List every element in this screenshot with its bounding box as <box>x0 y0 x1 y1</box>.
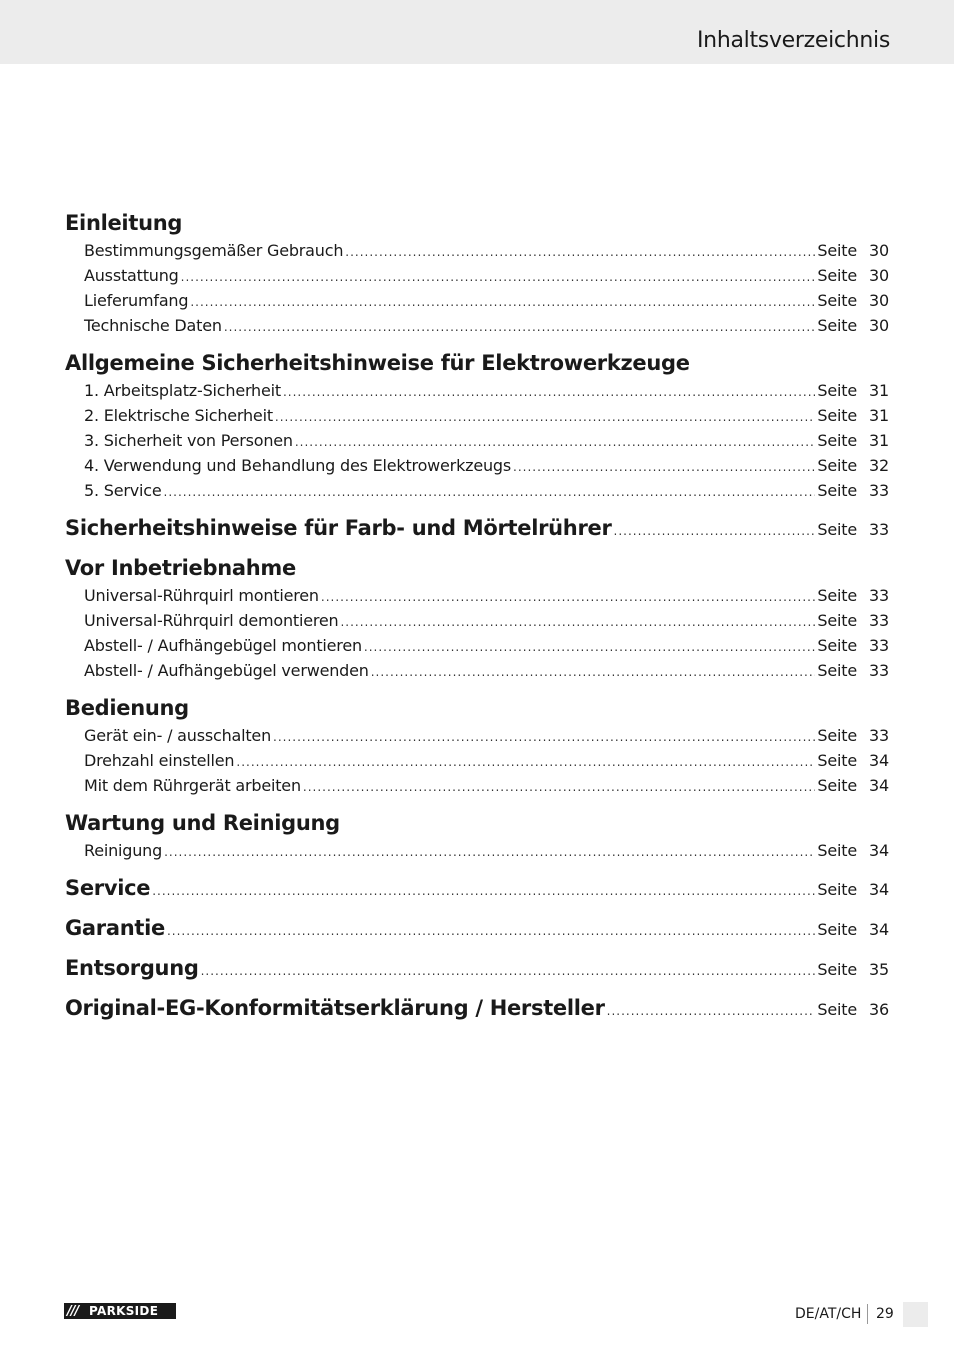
dot-leader <box>340 610 815 635</box>
dot-leader <box>236 750 815 775</box>
toc-entry[interactable] <box>65 428 889 453</box>
toc-section <box>65 348 889 503</box>
toc-entry[interactable] <box>65 288 889 313</box>
dot-leader <box>201 956 816 986</box>
dot-leader <box>181 265 816 290</box>
toc-page-number: 36 <box>869 1000 889 1019</box>
page-number: 29 <box>876 1306 894 1322</box>
toc-entry[interactable] <box>65 773 889 798</box>
footer <box>0 1298 954 1338</box>
toc-entry-label: Lieferumfang <box>84 291 189 310</box>
toc-section <box>65 873 889 903</box>
toc-entry-label: Reinigung <box>84 841 163 860</box>
footer-divider <box>867 1304 868 1324</box>
toc-entry-label: Abstell- / Aufhängebügel verwenden <box>84 661 369 680</box>
toc-entry-label: Universal-Rührquirl montieren <box>84 586 319 605</box>
toc-page-number: 30 <box>869 316 889 335</box>
dot-leader <box>164 480 816 505</box>
toc-page-number: 35 <box>869 960 889 979</box>
toc-entry[interactable] <box>65 478 889 503</box>
dot-leader <box>364 635 816 660</box>
dot-leader <box>371 660 816 685</box>
seite-label: Seite <box>817 611 857 630</box>
toc-section-entry[interactable] <box>65 873 889 903</box>
toc-entry[interactable] <box>65 838 889 863</box>
seite-label: Seite <box>817 456 857 475</box>
toc-page-number: 34 <box>869 776 889 795</box>
toc-entry-label: Technische Daten <box>84 316 222 335</box>
toc-page-number: 31 <box>869 406 889 425</box>
toc-entry[interactable] <box>65 633 889 658</box>
toc-section <box>65 513 889 543</box>
footer-box <box>903 1302 928 1327</box>
toc-entry-label: Service <box>65 876 151 900</box>
toc-entry-label: 3. Sicherheit von Personen <box>84 431 293 450</box>
toc-section-title[interactable]: Wartung und Reinigung <box>65 811 340 835</box>
toc-page-number: 31 <box>869 381 889 400</box>
toc-section-title[interactable]: Bedienung <box>65 696 189 720</box>
dot-leader <box>303 775 816 800</box>
toc-page-number: 30 <box>869 291 889 310</box>
dot-leader <box>167 916 815 946</box>
toc-entry[interactable] <box>65 403 889 428</box>
toc-section <box>65 913 889 943</box>
seite-label: Seite <box>817 316 857 335</box>
parkside-logo <box>64 1303 176 1319</box>
toc-page-number: 34 <box>869 751 889 770</box>
dot-leader <box>190 290 815 315</box>
toc-entry-label: Original-EG-Konformitätserklärung / Hersteller <box>65 996 605 1020</box>
dot-leader <box>295 430 816 455</box>
toc-page-number: 32 <box>869 456 889 475</box>
toc-page-number: 33 <box>869 661 889 680</box>
seite-label: Seite <box>817 481 857 500</box>
seite-label: Seite <box>817 586 857 605</box>
toc-entry-label: Ausstattung <box>84 266 179 285</box>
toc-entry-label: 2. Elektrische Sicherheit <box>84 406 273 425</box>
toc-entry-label: Entsorgung <box>65 956 199 980</box>
toc-page-number: 33 <box>869 481 889 500</box>
toc-entry-label: Gerät ein- / ausschalten <box>84 726 272 745</box>
toc-entry-label: Mit dem Rührgerät arbeiten <box>84 776 301 795</box>
toc-entry-label: 5. Service <box>84 481 162 500</box>
seite-label: Seite <box>817 381 857 400</box>
seite-label: Seite <box>817 841 857 860</box>
table-of-contents <box>65 208 889 1033</box>
toc-entry-label: Sicherheitshinweise für Farb- und Mörtelrührer <box>65 516 612 540</box>
toc-page-number: 33 <box>869 520 889 539</box>
dot-leader <box>152 876 815 906</box>
toc-entry-label: Garantie <box>65 916 165 940</box>
toc-page-number: 33 <box>869 726 889 745</box>
toc-section-entry[interactable] <box>65 953 889 983</box>
seite-label: Seite <box>817 241 857 260</box>
toc-entry[interactable] <box>65 658 889 683</box>
toc-entry-label: 1. Arbeitsplatz-Sicherheit <box>84 381 281 400</box>
toc-page-number: 34 <box>869 841 889 860</box>
toc-entry[interactable] <box>65 723 889 748</box>
seite-label: Seite <box>817 751 857 770</box>
toc-section-entry[interactable] <box>65 993 889 1023</box>
toc-entry-label: Abstell- / Aufhängebügel montieren <box>84 636 362 655</box>
toc-entry[interactable] <box>65 748 889 773</box>
dot-leader <box>273 725 815 750</box>
page-title: Inhaltsverzeichnis <box>696 28 890 53</box>
toc-section-title[interactable]: Einleitung <box>65 211 183 235</box>
seite-label: Seite <box>817 266 857 285</box>
dot-leader <box>275 405 816 430</box>
seite-label: Seite <box>817 406 857 425</box>
dot-leader <box>607 996 816 1026</box>
toc-section <box>65 953 889 983</box>
dot-leader <box>345 240 815 265</box>
seite-label: Seite <box>817 960 857 979</box>
toc-entry[interactable] <box>65 263 889 288</box>
seite-label: Seite <box>817 920 857 939</box>
dot-leader <box>321 585 816 610</box>
dot-leader <box>283 380 815 405</box>
toc-page-number: 31 <box>869 431 889 450</box>
country-code: DE/AT/CH <box>795 1306 862 1322</box>
toc-entry[interactable] <box>65 378 889 403</box>
toc-section <box>65 553 889 683</box>
toc-page-number: 33 <box>869 611 889 630</box>
toc-entry[interactable] <box>65 608 889 633</box>
toc-entry[interactable] <box>65 313 889 338</box>
seite-label: Seite <box>817 661 857 680</box>
seite-label: Seite <box>817 431 857 450</box>
toc-entry-label: Drehzahl einstellen <box>84 751 235 770</box>
seite-label: Seite <box>817 1000 857 1019</box>
logo-slashes: /// <box>67 1303 79 1319</box>
toc-section-entry[interactable] <box>65 513 889 543</box>
seite-label: Seite <box>817 636 857 655</box>
toc-page-number: 34 <box>869 920 889 939</box>
toc-section <box>65 808 889 863</box>
toc-page-number: 30 <box>869 266 889 285</box>
seite-label: Seite <box>817 880 857 899</box>
toc-entry[interactable] <box>65 583 889 608</box>
toc-section <box>65 993 889 1023</box>
toc-entry-label: 4. Verwendung und Behandlung des Elektrowerkzeugs <box>84 456 512 475</box>
dot-leader <box>513 455 815 480</box>
toc-section-entry[interactable] <box>65 913 889 943</box>
toc-entry[interactable] <box>65 453 889 478</box>
toc-entry-label: Bestimmungsgemäßer Gebrauch <box>84 241 344 260</box>
dot-leader <box>224 315 816 340</box>
seite-label: Seite <box>817 776 857 795</box>
toc-section <box>65 208 889 338</box>
seite-label: Seite <box>817 291 857 310</box>
logo-brand-text: PARKSIDE <box>89 1304 159 1318</box>
toc-page-number: 33 <box>869 636 889 655</box>
seite-label: Seite <box>817 520 857 539</box>
toc-page-number: 34 <box>869 880 889 899</box>
toc-section-title[interactable]: Allgemeine Sicherheitshinweise für Elektrowerkzeuge <box>65 351 690 375</box>
seite-label: Seite <box>817 726 857 745</box>
toc-entry-label: Universal-Rührquirl demontieren <box>84 611 339 630</box>
toc-section <box>65 693 889 798</box>
toc-section-title[interactable]: Vor Inbetriebnahme <box>65 556 296 580</box>
dot-leader <box>164 840 815 865</box>
toc-page-number: 30 <box>869 241 889 260</box>
dot-leader <box>614 516 816 546</box>
toc-page-number: 33 <box>869 586 889 605</box>
toc-entry[interactable] <box>65 238 889 263</box>
